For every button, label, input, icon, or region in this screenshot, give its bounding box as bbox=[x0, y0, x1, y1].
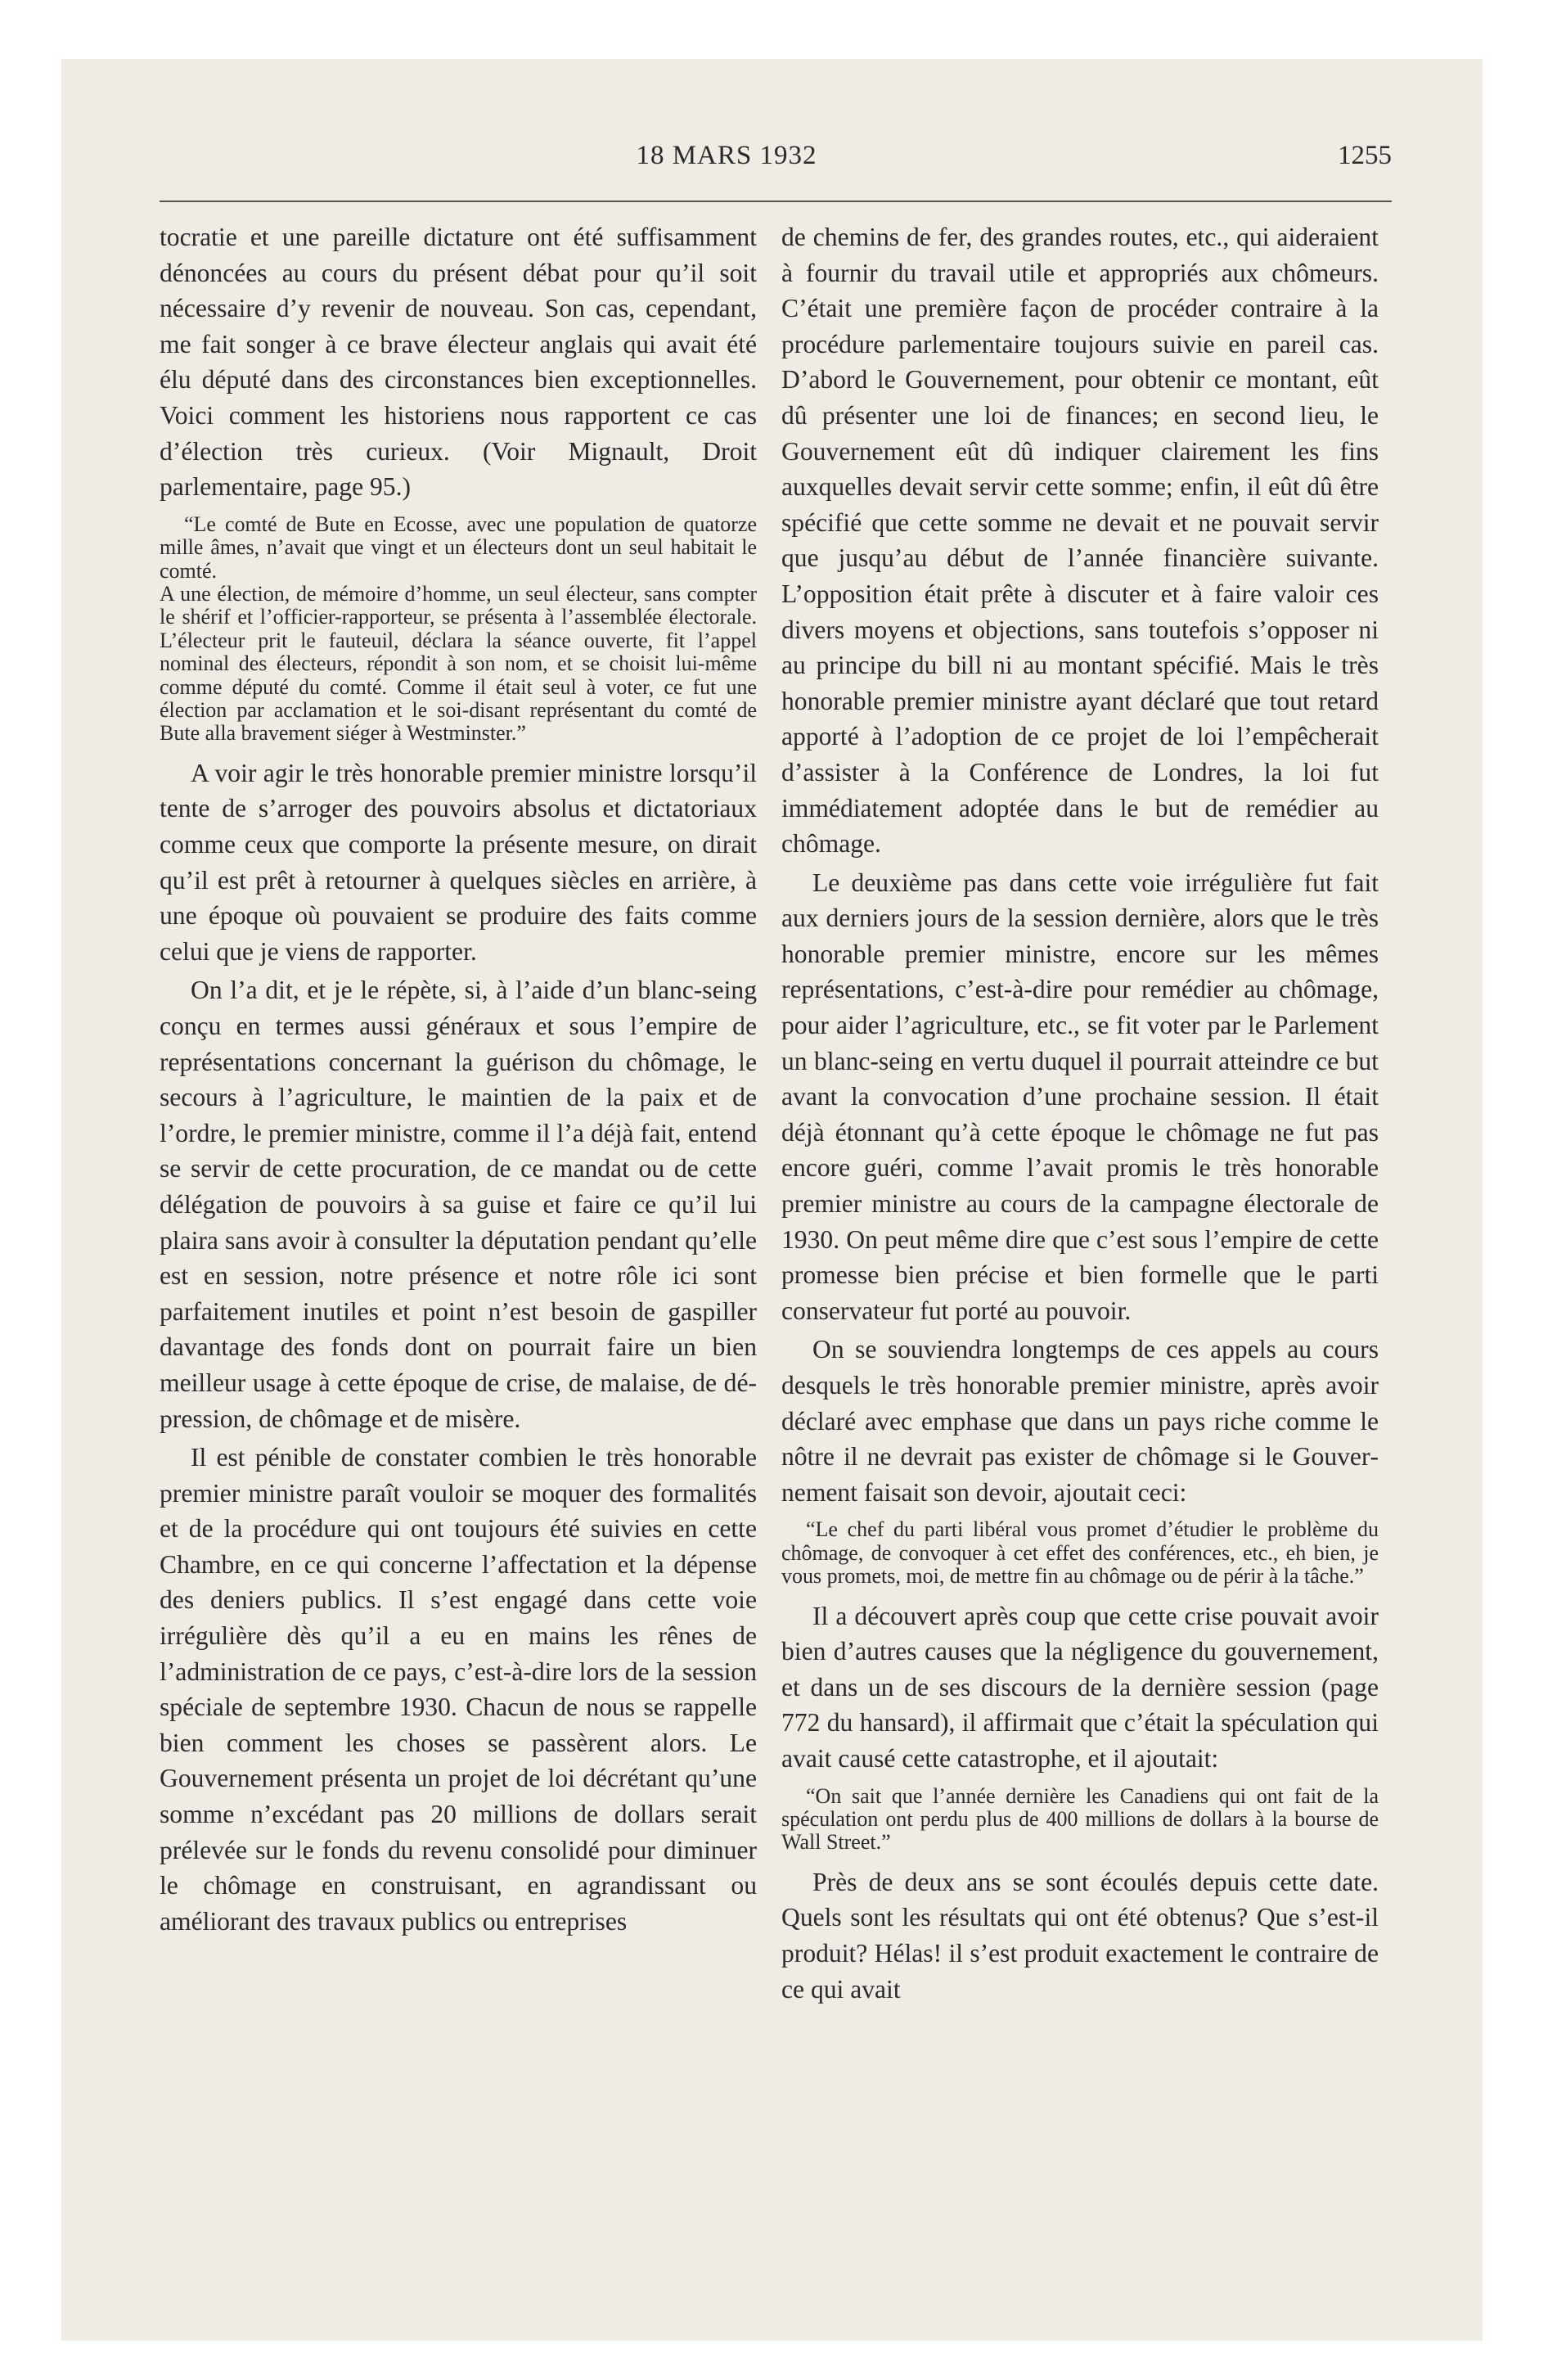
right-column bbox=[781, 219, 1379, 2007]
page-header bbox=[61, 141, 1392, 174]
paragraph: A voir agir le très honorable premier ministre lorsqu’il tente de s’arroger des pouvoirs absolus et dictatoriaux comme ceux que comporte la présente mesure, on dirait qu’il est prêt à retourner à quelques siècles en arrière, à une époque où pouvaient se produire des faits comme celui que je viens de rapporter. bbox=[160, 758, 757, 966]
block-quote bbox=[781, 1785, 1379, 1855]
quote-text: “Le comté de Bute en Ecosse, avec une population de quatorze mille âmes, n’avait que vingt et un électeurs dont un seul habitait le comté. bbox=[160, 512, 757, 583]
block-quote bbox=[781, 1518, 1379, 1588]
quote-text: A une élection, de mémoire d’homme, un seul électeur, sans compter le shérif et l’officier-rapporteur, se présenta à l’assemblée électorale. L’électeur prit le fauteuil, déclara la séance ouverte, fit l’appel nominal des électeurs, répondit à son nom, et se choisit lui-même comme député du comté. Comme il était seul à voter, ce fut une élection par acclamation et le soi-disant représentant du comté de Bute alla bravement siéger à Westminster.” bbox=[160, 581, 757, 746]
paragraph: On l’a dit, et je le répète, si, à l’aide d’un blanc-seing conçu en termes aussi généraux et sous l’empire de représentations concernant la guérison du chômage, le secours à l’agriculture, le maintien de la paix et de l’ordre, le premier ministre, comme il l’a déjà fait, entend se servir de cette procuration, de ce mandat ou de cette délégation de pouvoirs à sa guise et faire ce qu’il lui plaira sans avoir à consulter la députation pendant qu’elle est en session, notre présence et notre rôle ici sont parfaitement inutiles et point n’est besoin de gaspiller davantage des fonds dont on pourrait faire un bien meilleur usage à cette époque de crise, de malaise, de dépression, de chômage et de misère. bbox=[160, 976, 757, 1433]
header-rule bbox=[160, 201, 1392, 202]
paragraph: tocratie et une pareille dictature ont été suffisamment dénoncées au cours du présent débat pour qu’il soit nécessaire d’y revenir de nouveau. Son cas, cependant, me fait songer à ce brave électeur anglais qui avait été élu député dans des circonstances bien exceptionnelles. Voici comment les historiens nous rapportent ce cas d’élection très curieux. (Voir Mignault, Droit parlementaire, page 95.) bbox=[160, 223, 757, 502]
paragraph: On se souviendra longtemps de ces appels au cours desquels le très honorable premier ministre, après avoir déclaré avec emphase que dans un pays riche comme le nôtre il ne devrait pas exister de chômage si le Gouvernement faisait son devoir, ajoutait ceci: bbox=[781, 1335, 1379, 1507]
quote-text: “Le chef du parti libéral vous promet d’étudier le problème du chômage, de convoquer à cet effet des conférences, etc., eh bien, je vous promets, moi, de mettre fin au chômage ou de périr à la tâche.” bbox=[781, 1517, 1379, 1589]
paragraph: Le deuxième pas dans cette voie irrégulière fut fait aux derniers jours de la session dernière, alors que le très honorable premier ministre, encore sur les mêmes représentations, c’est-à-dire pour remédier au chômage, pour aider l’agriculture, etc., se fit voter par le Parlement un blanc-seing en vertu duquel il pourrait atteindre ce but avant la convocation d’une prochaine session. Il était déjà étonnant qu’à cette époque le chômage ne fut pas encore guéri, comme l’avait promis le très honorable premier ministre au cours de la campagne électorale de 1930. On peut même dire que c’est sous l’empire de cette promesse bien précise et bien formelle que le parti conservateur fut porté au pouvoir. bbox=[781, 868, 1379, 1325]
left-column bbox=[160, 219, 757, 1939]
page-number: 1255 bbox=[1338, 141, 1392, 170]
running-title: 18 MARS 1932 bbox=[636, 141, 817, 170]
quote-text: “On sait que l’année dernière les Canadiens qui ont fait de la spéculation ont perdu plus de 400 millions de dollars à la bourse de Wall Street.” bbox=[781, 1783, 1379, 1855]
paragraph: Près de deux ans se sont écoulés depuis cette date. Quels sont les résultats qui ont été obtenus? Que s’est-il produit? Hélas! il s’est produit exactement le contraire de ce qui avait bbox=[781, 1867, 1379, 2004]
paragraph: de chemins de fer, des grandes routes, etc., qui aideraient à fournir du travail utile et appropriés aux chômeurs. C’était une première façon de procéder contraire à la procédure parlementaire toujours suivie en pareil cas. D’abord le Gouvernement, pour obtenir ce montant, eût dû présenter une loi de finances; en second lieu, le Gouvernement eût dû indiquer clairement les fins auxquelles devait servir cette somme; enfin, il eût dû être spécifié que cette somme ne devait et ne pouvait servir que jusqu’au début de l’année financière suivante. L’opposition était prête à discuter et à faire valoir ces divers moyens et objections, sans toutefois s’opposer ni au principe du bill ni au montant spécifié. Mais le très honorable premier ministre ayant déclaré que tout retard apporté à l’adoption de ce projet de loi l’empêcherait d’assister à la Conférence de Londres, la loi fut immédiatement adoptée dans le but de remédier au chômage. bbox=[781, 223, 1379, 859]
paragraph: Il est pénible de constater combien le très honorable premier ministre paraît vouloir se moquer des formalités et de la procédure qui ont toujours été suivies en cette Chambre, en ce qui concerne l’affectation et la dépense des deniers publics. Il s’est engagé dans cette voie irrégulière dès qu’il a eu en mains les rênes de l’administration de ce pays, c’est-à-dire lors de la session spéciale de septembre 1930. Chacun de nous se rappelle bien comment les choses se passèrent alors. Le Gouvernement présenta un projet de loi décrétant qu’une somme n’excédant pas 20 millions de dollars serait prélevée sur le fonds du revenu consolidé pour diminuer le chômage en construisant, en agrandissant ou améliorant des travaux publics ou entreprises bbox=[160, 1443, 757, 1936]
block-quote bbox=[160, 513, 757, 746]
paragraph: Il a découvert après coup que cette crise pouvait avoir bien d’autres causes que la négligence du gouvernement, et dans un de ses discours de la dernière session (page 772 du hansard), il affirmait que c’était la spéculation qui avait causé cette catastrophe, et il ajoutait: bbox=[781, 1601, 1379, 1773]
